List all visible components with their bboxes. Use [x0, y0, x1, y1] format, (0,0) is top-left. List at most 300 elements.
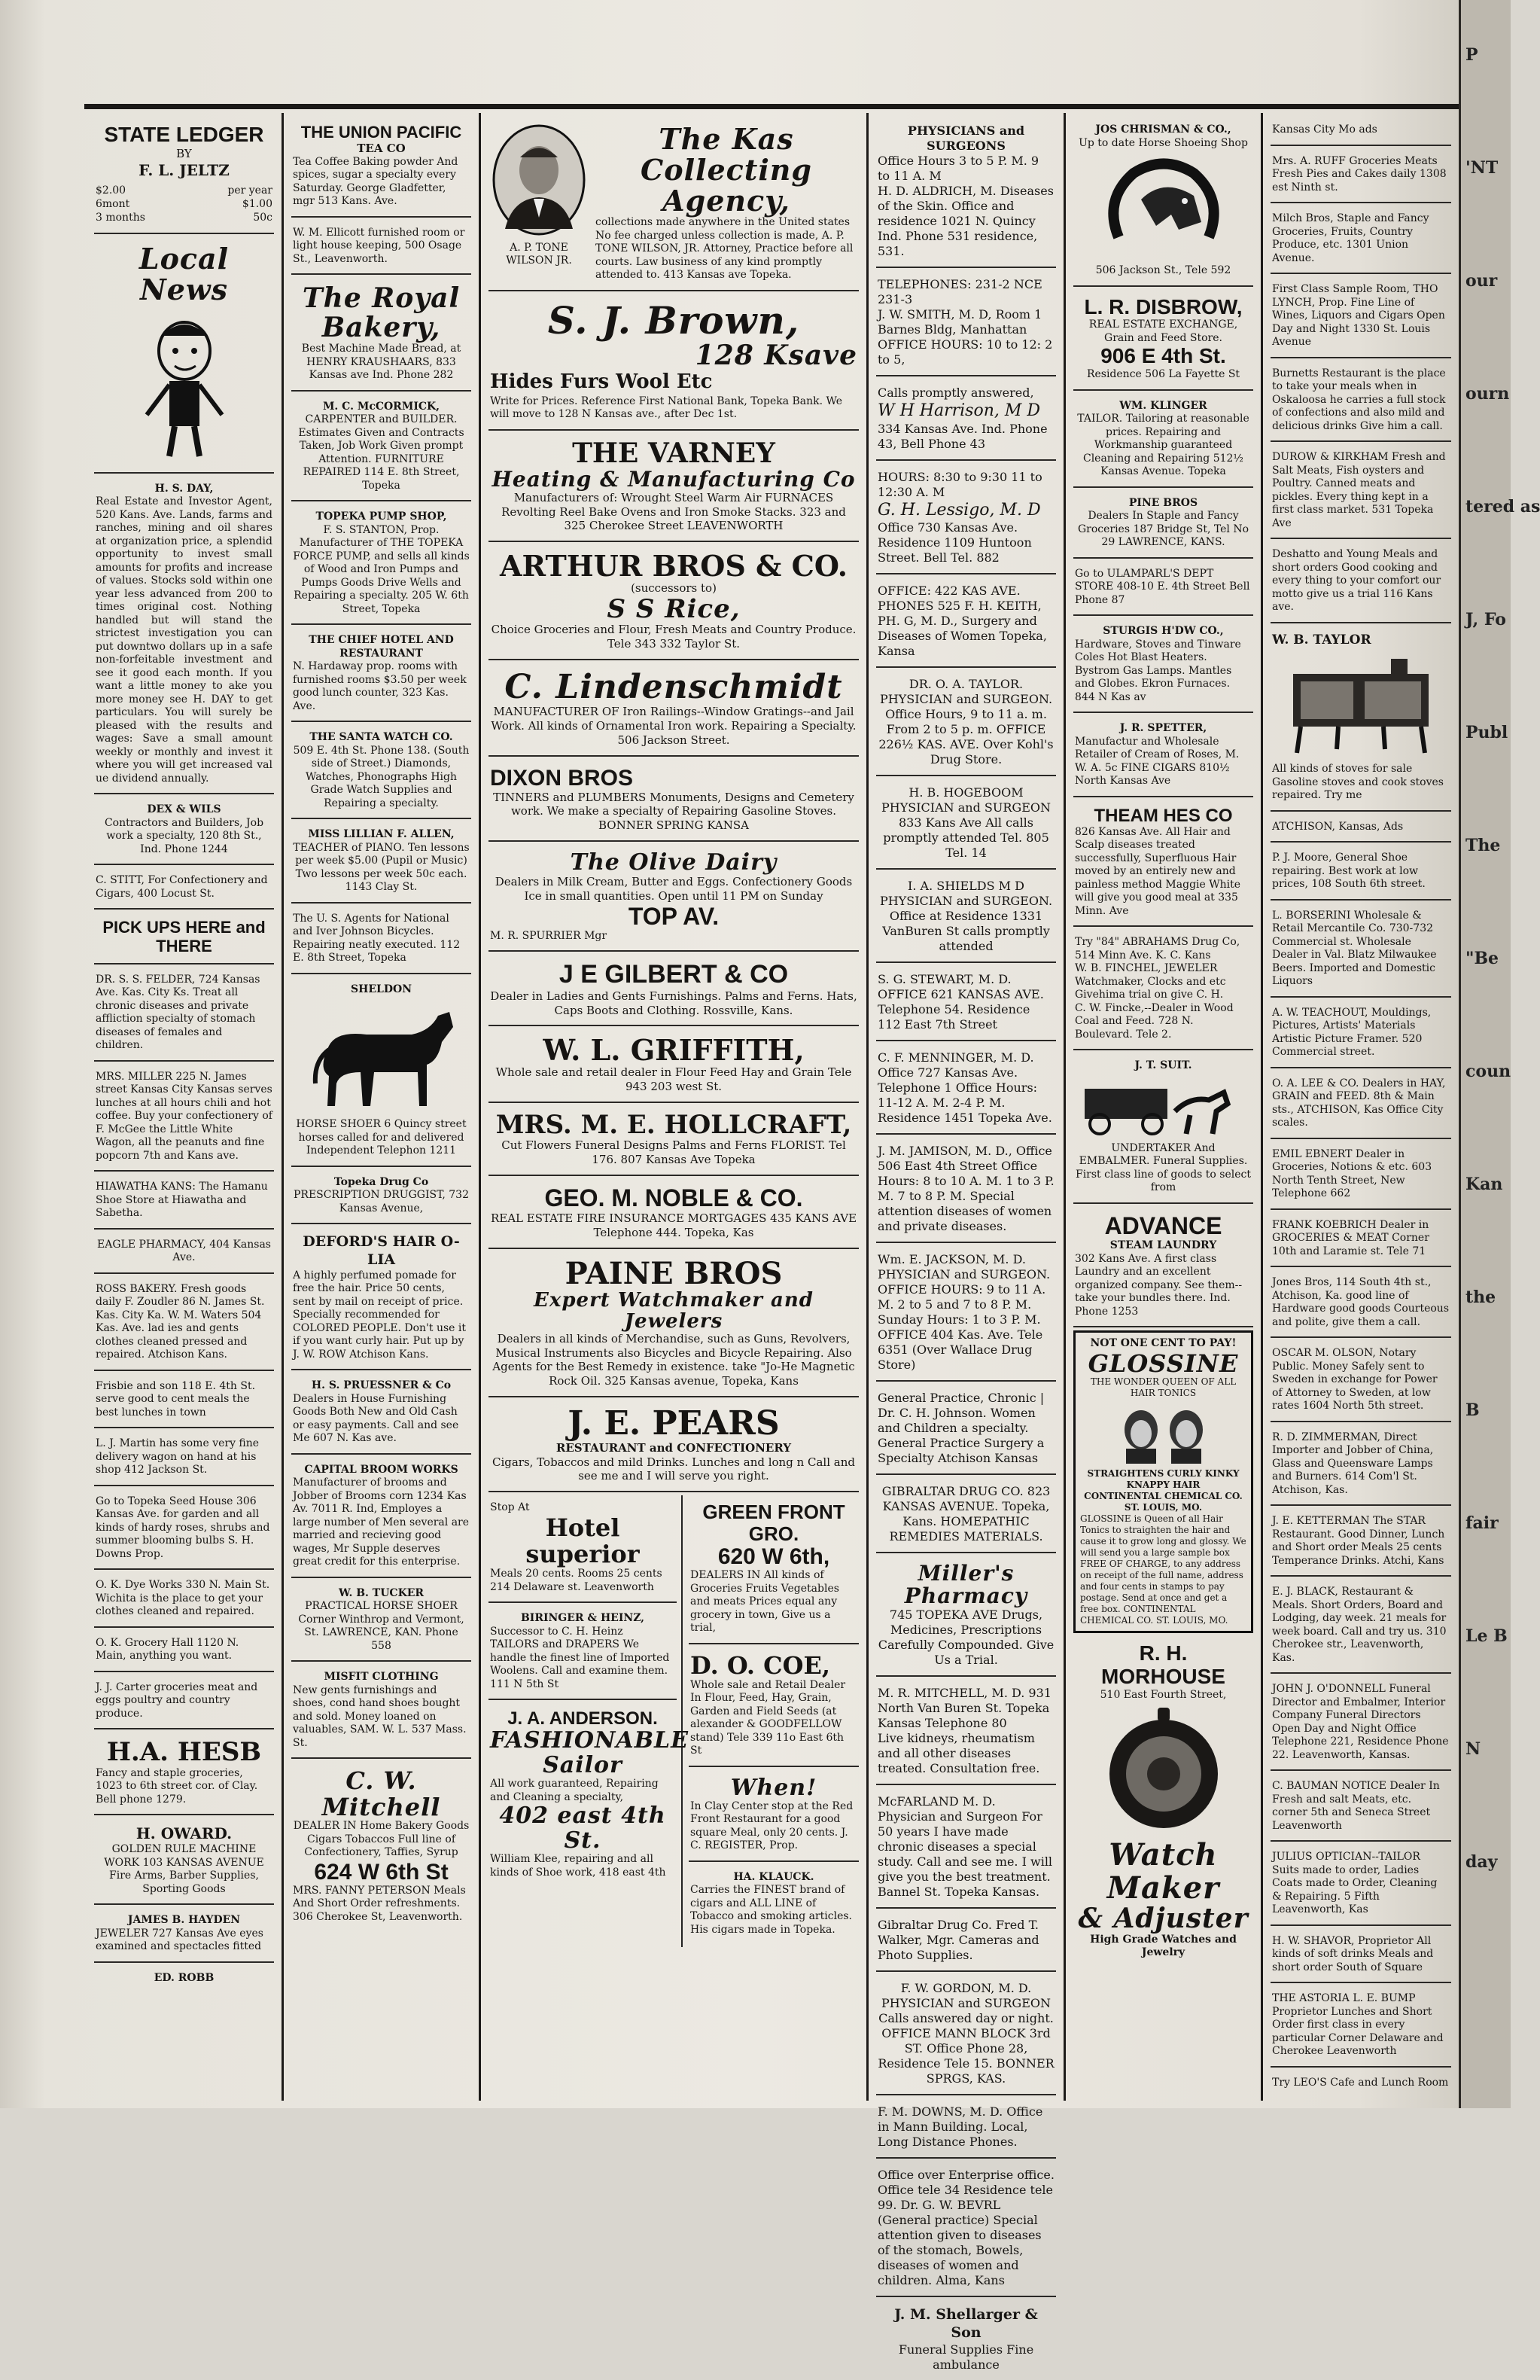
ad-mitchell-md: [876, 1680, 1056, 1785]
ad-anderson: [488, 1703, 689, 1887]
masthead-title: STATE LEDGER: [104, 123, 264, 146]
ad-mitchell: [291, 1762, 471, 1931]
ad-frisbie: [94, 1374, 274, 1429]
royal-text: Best Machine Made Bread, at HENRY KRAUSHAARS, 833 Kansas ave Ind. Phone 282: [301, 343, 461, 382]
ad-griffith: [488, 1029, 859, 1102]
rate-cell: 50c: [253, 211, 272, 224]
spurrier: M. R. SPURRIER Mgr: [490, 929, 607, 942]
ad-santa-watch: [291, 725, 471, 819]
arthur-sub: (successors to): [631, 581, 717, 595]
ad-morhouse: [1073, 1636, 1253, 1967]
royal-title: The Royal Bakery,: [302, 282, 461, 344]
morhouse-tag-maker: Maker: [1106, 1870, 1220, 1906]
johnson-text: General Practice, Chronic | Dr. C. H. Johnson. Women and Children a specialty. General Practice Surgery a Specialty Atchison Kansas: [878, 1391, 1045, 1465]
col6-ad: FRANK KOEBRICH Dealer in GROCERIES & MEAT Corner 10th and Laramie st. Tele 71: [1271, 1213, 1451, 1268]
hiawatha-text: HIAWATHA KANS: The Hamanu Shoe Store at Hiawatha and Sabetha.: [96, 1181, 268, 1220]
masthead-by: BY: [176, 146, 192, 160]
anderson-addr: 402 east 4th St.: [499, 1803, 666, 1854]
varney-text: Manufacturers of: Wrought Steel Warm Air FURNACES Revolting Reel Bake Ovens and Iron Smoke Stacks. 323 and 325 Cherokee Street LEAVENWORTH: [501, 490, 846, 533]
day-text: Real Estate and Investor Agent, 520 Kans. Ave. Lands, farms and ranches, mining and oil shares at organization price, a splendid opportunity to invest small amounts for profits and increase of values. Stocks sold within one year less advanced from 200 to times original cost. Nothing handled but will stand the strictest investigation you can put downtwo dollars up in a safe non-forfeitable investment and see it good each month. If you want a little money to ake you more money see H. DAY to get particulars. You will surely be pleased with the results and wages: Save a small amount weekly or monthly and invest it where you will get increased val ue dividend annually.: [96, 495, 272, 785]
seed-text: Go to Topeka Seed House 306 Kansas Ave. for garden and all kinds of hardy roses, shrubs and summer blooming bulbs S. H. Downs Prop.: [96, 1495, 270, 1560]
col6-ad: H. W. SHAVOR, Proprietor All kinds of soft drinks Meals and short order South of Square: [1271, 1929, 1451, 1984]
jackson-text: Wm. E. JACKSON, M. D. PHYSICIAN and SURGEON. OFFICE HOURS: 9 to 11 A. M. 2 to 5 and 7 to 8 P. M. Sunday Hours: 1 to 3 P. M. OFFICE 404 Kas. Ave. Tele 6351 (Over Wallace Drug Store): [878, 1252, 1051, 1372]
millers-title: Miller's Pharmacy: [904, 1561, 1028, 1609]
col6-ad: EMIL EBNERT Dealer in Groceries, Notions & etc. 603 North Tenth Street, New Telephone 662: [1271, 1142, 1451, 1210]
hayden-name: JAMES B. HAYDEN: [127, 1914, 241, 1927]
shellarger-text: Funeral Supplies Fine ambulance: [898, 2342, 1034, 2372]
olive-text: Dealers in Milk Cream, Butter and Eggs. Confectionery Goods Ice in small quantities. Open until 11 PM on Sunday: [495, 875, 853, 904]
col6-ad: W. B. TAYLOR: [1272, 632, 1371, 648]
liver-text: Live kidneys, rheumatism and all other diseases treated. Consultation free.: [878, 1731, 1040, 1776]
column-3: [481, 113, 869, 2101]
gordon-text: F. W. GORDON, M. D. PHYSICIAN and SURGEON Calls answered day or night. OFFICE MANN BLOCK 3rd ST. Office Phone 28, Residence Tele 15. BONNER SPRGS, KAS.: [878, 1981, 1055, 2086]
col6-ad: DUROW & KIRKHAM Fresh and Salt Meats, Fish oysters and Poultry. Canned meats and pickles. Every thing kept in a first class market. 531 Topeka Ave: [1271, 445, 1451, 539]
biringer-text: Successor to C. H. Heinz TAILORS and DRAPERS We handle the finest line of Imported Woolens. Call and examine them. 111 N 5th St: [490, 1625, 670, 1690]
santa-text: 509 E. 4th St. Phone 138. (South side of Street.) Diamonds, Watches, Phonographs High Grade Watch Supplies and Repairing a specialty.: [293, 744, 470, 809]
strip-fragment: our: [1465, 271, 1498, 291]
mitchell-md-text: M. R. MITCHELL, M. D. 931 North Van Buren St. Topeka Kansas Telephone 80: [878, 1686, 1052, 1731]
klinger-name: WM. KLINGER: [1119, 399, 1207, 412]
us-text: The U. S. Agents for National and Iver Johnson Bicycles. Repairing neatly executed. 112 E. 8th Street, Topeka: [293, 912, 461, 964]
downs-text: F. M. DOWNS, M. D. Office in Mann Building. Local, Long Distance Phones.: [878, 2104, 1043, 2150]
ad-grocery: [94, 1631, 274, 1672]
ad-ellicott: [291, 221, 471, 276]
ad-royal-bakery: [291, 278, 471, 391]
hearse-illustration: [1077, 1077, 1250, 1138]
ad-ulamparl: [1073, 562, 1253, 617]
disbrow-addr: 906 E 4th St.: [1100, 344, 1226, 368]
col6-ad: A. W. TEACHOUT, Mouldings, Pictures, Artists' Materials Artistic Picture Framer. 520 Commercial street.: [1271, 1001, 1451, 1068]
finchel-text: W. B. FINCHEL, JEWELER Watchmaker, Clocks and etc Givehima trial on give C. H.: [1075, 962, 1226, 1001]
pickups-title: PICK UPS HERE and THERE: [102, 918, 266, 955]
rate-row: [96, 212, 272, 225]
paine-sub: Expert Watchmaker and Jewelers: [534, 1288, 814, 1333]
hesb-text: Fancy and staple groceries, 1023 to 6th street cor. of Clay. Bell phone 1279.: [96, 1766, 258, 1806]
sturgis-name: STURGIS H'DW CO.,: [1103, 625, 1224, 638]
ad-klinger: [1073, 394, 1253, 488]
hesb-name: H.A. HESB: [106, 1737, 262, 1768]
col6-ad: E. J. BLACK, Restaurant & Meals. Short Orders, Board and Lodging, day week. 21 meals for week board. Call and try us. 310 Cherokee str., Leavenworth, Kas.: [1271, 1580, 1451, 1674]
strip-fragment: ourn: [1465, 384, 1510, 404]
ad-keith: [876, 577, 1056, 668]
strip-fragment: N: [1465, 1739, 1481, 1759]
strip-fragment: coun: [1465, 1062, 1511, 1081]
ulamparl-text: Go to ULAMPARL'S DEPT STORE 408-10 E. 4th Street Bell Phone 87: [1075, 567, 1250, 606]
hayden-text: JEWELER 727 Kansas Ave eyes examined and spectacles fitted: [96, 1927, 263, 1953]
ad-horse-shoer: [291, 977, 471, 1167]
col6-ad: Jones Bros, 114 South 4th st., Atchison, Ka. good line of Hardware good goods Courteous and polite, give them a call.: [1271, 1270, 1451, 1338]
eagle-text: EAGLE PHARMACY, 404 Kansas Ave.: [97, 1238, 271, 1264]
allen-text: TEACHER of PIANO. Ten lessons per week $5.00 (Pupil or Music) Two lessons per week 50c each. 1143 Clay St.: [293, 841, 470, 894]
ad-varney: [488, 434, 859, 542]
wils-name: DEX & WILS: [147, 803, 221, 816]
robb-name: ED. ROBB: [154, 1971, 215, 1984]
linden-title: C. Lindenschmidt: [504, 667, 843, 706]
coe-title: D. O. COE,: [690, 1650, 831, 1680]
gibraltar-text: GIBRALTAR DRUG CO. 823 KANSAS AVENUE. Topeka, Kans. HOMEPATHIC REMEDIES MATERIALS.: [881, 1484, 1051, 1543]
mitchell-name: C. W. Mitchell: [321, 1766, 441, 1821]
ad-hogeboom: [876, 779, 1056, 870]
pump-text: F. S. STANTON, Prop. Manufacturer of THE TOPEKA FORCE PUMP, and sells all kinds of Wood and Iron Pumps and Pumps Goods Drive Wells and Repairing a specialty. 205 W. 6th Street, Topeka: [293, 523, 470, 615]
strip-fragment: 'NT: [1465, 158, 1499, 178]
misfit-text: New gents furnishings and shoes, cond hand shoes bought and sold. Money loaned on valuables, SAM. W. L. 537 Mass. St.: [293, 1684, 467, 1749]
ad-eagle: [94, 1233, 274, 1274]
ad-ross: [94, 1277, 274, 1371]
strip-fragment: tered as: [1465, 497, 1540, 517]
chief-name: THE CHIEF HOTEL AND RESTAURANT: [309, 634, 454, 660]
ad-gilbert: [488, 955, 859, 1026]
ad-superior: [488, 1495, 677, 1603]
superior-text: Meals 20 cents. Rooms 25 cents 214 Delaware st. Leavenworth: [490, 1568, 662, 1593]
noble-text: REAL ESTATE FIRE INSURANCE MORTGAGES 435 KANS AVE Telephone 444. Topeka, Kas: [490, 1211, 857, 1239]
pears-title: J. E. PEARS: [568, 1403, 780, 1443]
column-1: [87, 113, 284, 2101]
strip-fragment: Le B: [1465, 1626, 1508, 1646]
greenfront-text: DEALERS IN All kinds of Groceries Fruits Vegetables and meats Prices equal any grocery in town, Give us a trial,: [690, 1569, 839, 1635]
frisbie-text: Frisbie and son 118 E. 4th St. serve good to cent meals the best lunches in town: [96, 1379, 256, 1419]
dixon-text: TINNERS and PLUMBERS Monuments, Designs and Cemetery work. We make a specialty of Repairing Gasoline Stoves. BONNER SPRING KANSA: [493, 790, 854, 833]
ad-suit: [1073, 1053, 1253, 1204]
anderson-title: J. A. ANDERSON.: [507, 1708, 658, 1729]
strip-fragment: Publ: [1465, 723, 1508, 742]
ad-hesb: [94, 1732, 274, 1815]
ad-dye: [94, 1573, 274, 1628]
ad-topeka-drug: [291, 1170, 471, 1225]
ad-farland: [876, 1788, 1056, 1909]
col6-ad: L. BORSERINI Wholesale & Retail Mercantile Co. 730-732 Commercial st. Wholesale Dealer in Val. Blatz Milwaukee Beers. Imported and Domestic Liquors: [1271, 904, 1451, 998]
theam-text: 826 Kansas Ave. All Hair and Scalp diseases treated successfully, Superfluous Hair moved by an entirely new and painless method Maggie White will give you good meal at 335 Minn. Ave: [1075, 825, 1241, 917]
mccormick-name: M. C. McCORMICK,: [322, 400, 440, 413]
pocket-watch-illustration: [1103, 1706, 1224, 1834]
rate-cell: 6mont: [96, 198, 130, 211]
smith-text: J. W. SMITH, M. D, Room 1 Barnes Bldg, Manhattan OFFICE HOURS: 10 to 12: 2 to 5,: [878, 307, 1053, 367]
mitchell-text: DEALER IN Home Bakery Goods Cigars Tobaccos Full line of Confectionery, Taffies, Syrup: [293, 1820, 470, 1859]
hours2: HOURS: 8:30 to 9:30 11 to 12:30 A. M: [878, 469, 1042, 499]
ad-dixon: [488, 760, 859, 842]
shellarger-name: J. M. Shellarger & Son: [894, 2306, 1038, 2342]
rate-cell: per year: [227, 184, 272, 197]
collect-title: The Kas Collecting Agency,: [641, 122, 812, 218]
rate-cell: 3 months: [96, 211, 145, 224]
ad-chrisman: [1073, 117, 1253, 287]
lessigo-signature: G. H. Lessigo, M. D: [878, 500, 1041, 520]
telephones: TELEPHONES: 231-2 NCE 231-3: [878, 277, 1042, 306]
ad-misfit: [291, 1665, 471, 1759]
strip-fragment: day: [1465, 1852, 1498, 1872]
strip-fragment: J, Fo: [1465, 610, 1506, 629]
newsboy-illustration: [128, 309, 241, 460]
ad-downs: [876, 2098, 1056, 2159]
miller-text: MRS. MILLER 225 N. James street Kansas City Kansas serves lunches at all hours chili and hot coffee. Buy your confectionery of F. McGee the Little White Wagon, all the peanuts and fine popcorn 7th and Kans ave.: [96, 1070, 272, 1162]
ad-pruessner: [291, 1373, 471, 1455]
calls-text: Calls promptly answered,: [878, 385, 1034, 400]
hollcraft-text: Cut Flowers Funeral Designs Palms and Ferns FLORIST. Tel 176. 807 Kansas Ave Topeka: [501, 1138, 846, 1167]
sheldon-name: SHELDON: [351, 983, 412, 995]
greenfront-addr: 620 W 6th,: [717, 1544, 830, 1570]
shoer-text: HORSE SHOER 6 Quincy street horses called for and delivered Independent Telephon 1211: [296, 1118, 467, 1157]
glossine-title: GLOSSINE: [1088, 1348, 1239, 1378]
drug-name: Topeka Drug Co: [333, 1175, 429, 1188]
anderson-sub: FASHIONABLE Sailor: [490, 1727, 689, 1778]
ad-when: [689, 1770, 859, 1862]
ad-gordon: [876, 1975, 1056, 2095]
morhouse-tag-adjuster: & Adjuster: [1078, 1902, 1249, 1934]
advance-text: 302 Kans Ave. A first class Laundry and an excellent organized company. See them--take your bundles there. Ind. Phone 1253: [1075, 1252, 1243, 1318]
linden-text: MANUFACTURER OF Iron Railings--Window Gratings--and Jail Work. All kinds of Ornamental Iron work. Repairing a Specialty. 506 Jackson Street.: [491, 705, 857, 747]
keith-text: OFFICE: 422 KAS AVE. PHONES 525 F. H. KEITH, PH. G, M. D., Surgery and Diseases of Women Topeka, Kansa: [878, 584, 1047, 658]
phys-hours: Office Hours 3 to 5 P. M. 9 to 11 A. M: [878, 154, 1039, 183]
local-news-title: Local News: [138, 241, 230, 306]
ad-sturgis: [1073, 619, 1253, 713]
ad-gibraltar2: [876, 1912, 1056, 1972]
strip-fragment: B: [1465, 1400, 1480, 1420]
col6-ad: Try LEO'S Cafe and Lunch Room: [1272, 2076, 1449, 2089]
ad-wils: [94, 797, 274, 865]
ad-millers: [876, 1556, 1056, 1677]
ad-paine: [488, 1252, 859, 1397]
ad-stewart: [876, 966, 1056, 1041]
glossine-sub: THE WONDER QUEEN OF ALL HAIR TONICS: [1090, 1376, 1237, 1399]
harrison-text: 334 Kansas Ave. Ind. Phone 43, Bell Phone 43: [878, 421, 1048, 451]
ad-johnson: [876, 1385, 1056, 1475]
taylor-text: DR. O. A. TAYLOR. PHYSICIAN and SURGEON. Office Hours, 9 to 11 a. m. From 2 to 5 p. m. OFFICE 226½ KAS. AVE. Over Kohl's Drug Store.: [878, 677, 1054, 766]
union-text: Tea Coffee Baking powder And spices, sugar a specialty every Saturday. George Gladfetter, mgr 513 Kans. Ave.: [293, 155, 458, 208]
when-text: In Clay Center stop at the Red Front Restaurant for a good square Meal, only 20 cents. J. C. REGISTER, Prop.: [690, 1799, 854, 1852]
ad-robb: [94, 1966, 274, 1993]
chief-text: N. Hardaway prop. rooms with furnished rooms $3.50 per week good lunch counter, 323 Kas. Ave.: [293, 660, 467, 712]
mitchell-addr: 624 W 6th St: [314, 1859, 449, 1885]
varney-title: THE VARNEY: [572, 437, 775, 469]
paine-title: PAINE BROS: [565, 1255, 783, 1291]
allen-name: MISS LILLIAN F. ALLEN,: [308, 828, 455, 841]
ad-green-front: [689, 1495, 859, 1644]
col6-ad: J. E. KETTERMAN The STAR Restaurant. Good Dinner, Lunch and Short order Meals 25 cents Temperance Drinks. Atchi, Kans: [1271, 1509, 1451, 1577]
greenfront-title: GREEN FRONT GRO.: [702, 1501, 845, 1545]
spetter-text: Manufactur and Wholesale Retailer of Cream of Roses, M. W. A. 5c FINE CIGARS 810½ North Kansas Ave: [1075, 735, 1240, 788]
gilbert-title: J E GILBERT & CO: [558, 960, 789, 989]
ad-felder: [94, 968, 274, 1062]
phys-title: PHYSICIANS and SURGEONS: [907, 123, 1025, 153]
arthur-rice: S S Rice,: [607, 593, 741, 624]
paine-text: Dealers in all kinds of Merchandise, such as Guns, Revolvers, Musical Instruments also Bicycles and Bicycle Repairing. Also Agents for the Best Remedy in existence. take "Jo-He Magnetic Rock Oil. 325 Kansas avenue, Topeka, Kans: [492, 1331, 855, 1388]
broom-name: CAPITAL BROOM WORKS: [304, 1463, 458, 1476]
bottom-right: [683, 1495, 859, 1947]
ad-abrahams: [1073, 930, 1253, 1050]
harrison-signature: W H Harrison, M D: [878, 401, 1041, 420]
glossine-straight: STRAIGHTENS CURLY KINKY KNAPPY HAIR: [1087, 1468, 1240, 1491]
col6-ad: Mrs. A. RUFF Groceries Meats Fresh Pies and Cakes daily 1308 est Ninth st.: [1271, 149, 1451, 204]
ad-stitt: [94, 868, 274, 910]
olive-title: The Olive Dairy: [570, 849, 778, 876]
ad-mccormick: [291, 395, 471, 502]
col6-ad: C. BAUMAN NOTICE Dealer In Fresh and salt Meats, etc. corner 5th and Seneca Street Leavenworth: [1271, 1774, 1451, 1842]
hollcraft-title: MRS. M. E. HOLLCRAFT,: [495, 1109, 852, 1140]
brown-goods: Hides Furs Wool Etc: [490, 370, 713, 394]
ad-menninger: [876, 1044, 1056, 1135]
strip-fragment: P: [1465, 45, 1478, 65]
glossine-text: GLOSSINE is Queen of all Hair Tonics to straighten the hair and cause it to grow long and glossy. We will send you a large sample box FREE OF CHARGE, to any address on receipt of the full name, address and four cents in stamps to pay postage. Send at once and get a free box. CONTINENTAL CHEMICAL CO. ST. LOUIS, MO.: [1080, 1513, 1246, 1626]
pine-name: PINE BROS: [1128, 496, 1198, 509]
bottom-split: [488, 1495, 859, 1947]
dye-text: O. K. Dye Works 330 N. Main St. Wichita is the place to get your clothes cleaned and repaired.: [96, 1579, 270, 1618]
stitt-text: C. STITT, For Confectionery and Cigars, 400 Locust St.: [96, 874, 268, 900]
two-women-illustration: [1088, 1403, 1239, 1464]
klauck-name: HA. KLAUCK.: [733, 1870, 814, 1883]
ad-advance: [1073, 1207, 1253, 1327]
horseshoe-horse-illustration: [1088, 154, 1239, 260]
ad-hollcraft: [488, 1106, 859, 1176]
top-rule: [84, 104, 1459, 109]
ad-shellarger: [876, 2300, 1056, 2380]
collect-text: collections made anywhere in the United states No fee charged unless collection is made, A. P. TONE WILSON, JR. Attorney, Practice before all courts. Law business of any kind promptly attended to. 413 Kansas ave Topeka.: [595, 216, 854, 282]
farland-text: McFARLAND M. D. Physician and Surgeon For 50 years I have made chronic diseases a special study. Call and see me. I will give you the best treatment. Bannel St. Topeka Kansas.: [878, 1794, 1053, 1900]
enterprise-text: Office over Enterprise office. Office tele 34 Residence tele 99. Dr. G. W. BEVRL (General practice) Special attention given to diseases of the stomach, Bowels, diseases of women and children. Alma, Kans: [878, 2168, 1055, 2288]
strip-fragment: "Be: [1465, 949, 1499, 968]
grocery-text: O. K. Grocery Hall 1120 N. Main, anything you want.: [96, 1636, 239, 1662]
column-5: [1066, 113, 1263, 2101]
local-news-block: [94, 237, 274, 474]
tucker-text: PRACTICAL HORSE SHOER Corner Winthrop and Vermont, St. LAWRENCE, KAN. Phone 558: [298, 1600, 464, 1652]
pruessner-name: H. S. PRUESSNER & Co: [311, 1379, 452, 1392]
rate-row: [96, 184, 272, 198]
col6-ad: THE ASTORIA L. E. BUMP Proprietor Lunches and Short Order first class in every particular Corner Delaware and Cherokee Leavenworth: [1271, 1986, 1451, 2068]
ad-broom-works: [291, 1458, 471, 1578]
ad-biringer: [488, 1606, 677, 1700]
ad-brown: [488, 294, 859, 431]
ad-shields: [876, 873, 1056, 963]
col6-ad: P. J. Moore, General Shoe repairing. Best work at low prices, 108 South 6th street.: [1271, 846, 1451, 900]
ad-spetter: [1073, 716, 1253, 797]
ad-gibraltar: [876, 1478, 1056, 1553]
ad-hayden: [94, 1908, 274, 1963]
pruessner-text: Dealers in House Furnishing Goods Both New and Old Cash or easy payments. Call and see Me 607 N. Kas ave.: [293, 1392, 459, 1445]
col6-ad: First Class Sample Room, THO LYNCH, Prop. Fine Line of Wines, Liquors and Cigars Open Day and Night 1330 St. Louis Avenue: [1271, 277, 1451, 358]
when-title: When!: [730, 1774, 817, 1801]
tucker-name: W. B. TUCKER: [338, 1586, 425, 1599]
martin-text: L. J. Martin has some very fine delivery wagon on hand at his shop 412 Jackson St.: [96, 1437, 260, 1476]
ad-arthur: [488, 545, 859, 660]
ad-theam: [1073, 800, 1253, 928]
rate-cell: $1.00: [242, 198, 272, 211]
suit-name: J. T. SUIT.: [1134, 1059, 1192, 1072]
col6-ad: JOHN J. O'DONNELL Funeral Director and Embalmer, Interior Company Funeral Directors Open Day and Night Office Telephone 221, Residence Phone 22. Leavenworth, Kansas.: [1271, 1677, 1451, 1771]
adjacent-page-strip: [1459, 0, 1540, 2108]
ad-noble: [488, 1179, 859, 1249]
ad-jamison: [876, 1138, 1056, 1243]
arthur-title: ARTHUR BROS & CO.: [500, 549, 848, 584]
advance-sub: STEAM LAUNDRY: [1109, 1239, 1217, 1252]
klinger-text: TAILOR. Tailoring at reasonable prices. Repairing and Workmanship guaranteed Cleaning and Repairing 512½ Kansas Avenue. Topeka: [1077, 413, 1249, 478]
ad-physicians: [876, 117, 1056, 268]
col6-ad: Burnetts Restaurant is the place to take your meals when in Oskaloosa he carries a full stock of confections and also mild and delicious drinks Give him a call.: [1271, 361, 1451, 443]
ad-pump-shop: [291, 504, 471, 625]
col6-ad: ATCHISON, Kansas, Ads: [1271, 815, 1451, 843]
gilbert-text: Dealer in Ladies and Gents Furnishings. Palms and Ferns. Hats, Caps Boots and Clothing. Rossville, Kans.: [490, 989, 857, 1017]
ad-collecting-agency: [488, 117, 859, 291]
ad-glossine: [1073, 1330, 1253, 1633]
ad-lessigo: [876, 464, 1056, 575]
brown-text: Write for Prices. Reference First National Bank, Topeka Bank. We will move to 128 N Kansas ave., after Dec 1st.: [490, 395, 843, 421]
portrait-photo: [490, 123, 588, 236]
col6-ad: Milch Bros, Staple and Fancy Groceries, Fruits, Country Produce, etc. 1301 Union Avenue.: [1271, 206, 1451, 274]
column-2: [284, 113, 481, 2101]
dixon-title: DIXON BROS: [490, 765, 634, 791]
mccormick-text: CARPENTER and BUILDER. Estimates Given and Contracts Taken, Job Work Given prompt Attention. FURNITURE REPAIRED 114 E. 8th Street, Topeka: [298, 413, 464, 492]
stove-illustration: [1278, 659, 1444, 757]
chrisman-name: JOS CHRISMAN & CO.,: [1095, 123, 1231, 136]
brown-title: S. J. Brown,: [547, 297, 800, 343]
horse-illustration: [299, 1001, 464, 1114]
ad-allen: [291, 822, 471, 904]
biringer-name: BIRINGER & HEINZ,: [520, 1612, 645, 1625]
ad-disbrow: [1073, 290, 1253, 391]
col6-ad: Kansas City Mo ads: [1271, 117, 1451, 146]
disbrow-res: Residence 506 La Fayette St: [1086, 368, 1240, 381]
ad-martin: [94, 1431, 274, 1486]
peterson-text: MRS. FANNY PETERSON Meals And Short Order refreshments. 306 Cherokee St, Leavenworth.: [293, 1884, 466, 1923]
drug-text: PRESCRIPTION DRUGGIST, 732 Kansas Avenue,: [294, 1189, 469, 1214]
day-name: H. S. DAY,: [154, 482, 214, 495]
ad-pine: [1073, 491, 1253, 559]
menninger-text: C. F. MENNINGER, M. D. Office 727 Kansas Ave. Telephone 1 Office Hours: 11-12 A. M. 2-4 P. M. Residence 1451 Topeka Ave.: [878, 1050, 1052, 1125]
ad-miller: [94, 1065, 274, 1172]
strip-fragment: The: [1465, 836, 1501, 855]
disbrow-title: L. R. DISBROW,: [1084, 294, 1243, 318]
col6-ad: OSCAR M. OLSON, Notary Public. Money Safely sent to Sweden in exchange for Power of Attorney to Sweden, at low rates 1604 North 5th street.: [1271, 1341, 1451, 1422]
ad-coe: [689, 1647, 859, 1767]
ad-hiawatha: [94, 1175, 274, 1230]
ad-harrison: [876, 379, 1056, 461]
chrisman-addr: 506 Jackson St., Tele 592: [1095, 264, 1231, 276]
spetter-name: J. R. SPETTER,: [1119, 722, 1207, 735]
ad-olive-dairy: [488, 845, 859, 952]
felder-text: DR. S. S. FELDER, 724 Kansas Ave. Kas. City Ks. Treat all chronic diseases and private affliction specialty of stomach diseases of females and children.: [96, 973, 260, 1052]
ellicott-text: W. M. Ellicott furnished room or light house keeping, 500 Osage St., Leavenworth.: [293, 226, 465, 265]
griffith-text: Whole sale and retail dealer in Flour Feed Hay and Grain Tele 943 203 west St.: [495, 1065, 852, 1093]
jamison-text: J. M. JAMISON, M. D., Office 506 East 4th Street Office Hours: 8 to 10 A. M. 1 to 3 P. M. 7 to 8 P. M. Special attention diseases of women and private diseases.: [878, 1144, 1055, 1233]
lessigo-text: Office 730 Kansas Ave. Residence 1109 Huntoon Street. Bell Tel. 882: [878, 520, 1032, 565]
howard-text: GOLDEN RULE MACHINE WORK 103 KANSAS AVENUE Fire Arms, Barber Supplies, Sporting Goods: [104, 1843, 264, 1895]
anderson-text: All work guaranteed, Repairing and Cleaning a specialty,: [490, 1778, 659, 1803]
misfit-name: MISFIT CLOTHING: [324, 1671, 439, 1684]
disbrow-text: REAL ESTATE EXCHANGE, Grain and Feed Store.: [1088, 318, 1238, 344]
howard-name: H. OWARD.: [135, 1824, 233, 1843]
ad-jackson: [876, 1246, 1056, 1382]
gibraltar2-text: Gibraltar Drug Co. Fred T. Walker, Mgr. Cameras and Photo Supplies.: [878, 1918, 1039, 1963]
ad-howard: [94, 1818, 274, 1905]
shields-text: I. A. SHIELDS M D PHYSICIAN and SURGEON. Office at Residence 1331 VanBuren St calls promptly attended: [879, 879, 1053, 953]
ad-deford: [291, 1227, 471, 1370]
ad-chief-hotel: [291, 628, 471, 722]
wils-text: Contractors and Builders, Job work a specialty, 120 8th St., Ind. Phone 1244: [104, 816, 264, 855]
superior-stop: Stop At: [490, 1501, 530, 1514]
union-sub: TEA CO: [357, 142, 406, 156]
ad-carter: [94, 1675, 274, 1730]
strip-fragment: fair: [1465, 1513, 1499, 1533]
deford-text: A highly perfumed pomade for free the hair. Price 50 cents, sent by mail on receipt of price. Specially recommended for COLORED PEOPLE. Don't use it if you want curly hair. Put up by J. W. ROW Atchison Kans.: [293, 1269, 466, 1361]
masthead: [94, 117, 274, 234]
pump-name: TOPEKA PUMP SHOP,: [315, 510, 447, 523]
morhouse-tag-watch: Watch: [1109, 1837, 1218, 1873]
masthead-editor: F. L. JELTZ: [138, 160, 230, 179]
noble-title: GEO. M. NOBLE & CO.: [544, 1184, 803, 1211]
millers-text: 745 TOPEKA AVE Drugs, Medicines, Prescriptions Carefully Compounded. Give Us a Trial.: [878, 1607, 1055, 1668]
chrisman-text: Up to date Horse Shoeing Shop: [1079, 136, 1248, 149]
advance-title: ADVANCE: [1104, 1211, 1222, 1239]
abrahams-text: Try "84" ABRAHAMS Drug Co, 514 Minn Ave. K. C. Kans: [1075, 936, 1240, 961]
glossine-banner: NOT ONE CENT TO PAY!: [1090, 1337, 1237, 1350]
col6-ad: O. A. LEE & CO. Dealers in HAY, GRAIN and FEED. 8th & Main sts., ATCHISON, Kas Office City scales.: [1271, 1071, 1451, 1139]
